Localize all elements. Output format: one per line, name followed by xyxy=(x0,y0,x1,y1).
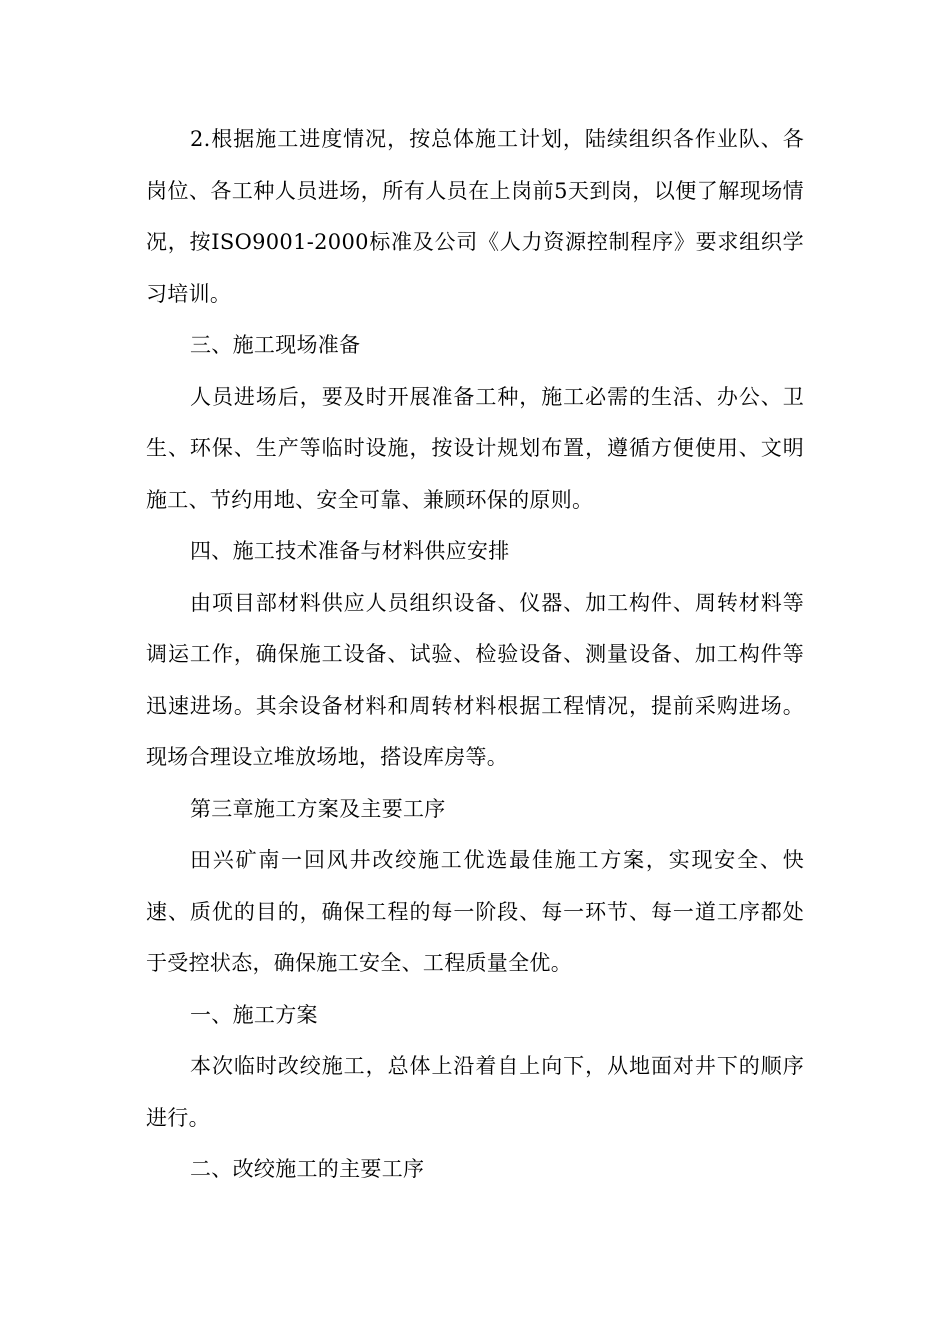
heading-construction-plan: 一、施工方案 xyxy=(190,1002,318,1027)
heading-technical-and-material-supply: 四、施工技术准备与材料供应安排 xyxy=(190,539,510,563)
heading-site-preparation: 三、施工现场准备 xyxy=(190,333,361,357)
paragraph-material-supply: 由项目部材料供应人员组织设备、仪器、加工构件、周转材料等调运工作，确保施工设备、试验、检验设备、测量设备、加工构件等迅速进场。其余设备材料和周转材料根据工程情况，提前采购进场。现场合理设立堆放场地，搭设库房等。 xyxy=(146,590,804,769)
paragraph-staff-arrival: 2.根据施工进度情况，按总体施工计划，陆续组织各作业队、各岗位、各工种人员进场，所有人员在上岗前5天到岗，以便了解现场情况，按ISO9001-2000标准及公司《人力资源控制程序》要求组织学习培训。 xyxy=(146,127,804,306)
paragraph-construction-order: 本次临时改绞施工，总体上沿着自上向下，从地面对井下的顺序进行。 xyxy=(146,1054,804,1130)
paragraph-temporary-facilities: 人员进场后，要及时开展准备工种，施工必需的生活、办公、卫生、环保、生产等临时设施，按设计规划布置，遵循方便使用、文明施工、节约用地、安全可靠、兼顾环保的原则。 xyxy=(146,384,804,512)
heading-chapter-three: 第三章施工方案及主要工序 xyxy=(190,796,446,821)
heading-main-procedures: 二、改绞施工的主要工序 xyxy=(190,1157,425,1181)
document-body xyxy=(146,114,804,1196)
paragraph-plan-objectives: 田兴矿南一回风井改绞施工优选最佳施工方案，实现安全、快速、质优的目的，确保工程的每一阶段、每一环节、每一道工序都处于受控状态，确保施工安全、工程质量全优。 xyxy=(146,848,804,975)
